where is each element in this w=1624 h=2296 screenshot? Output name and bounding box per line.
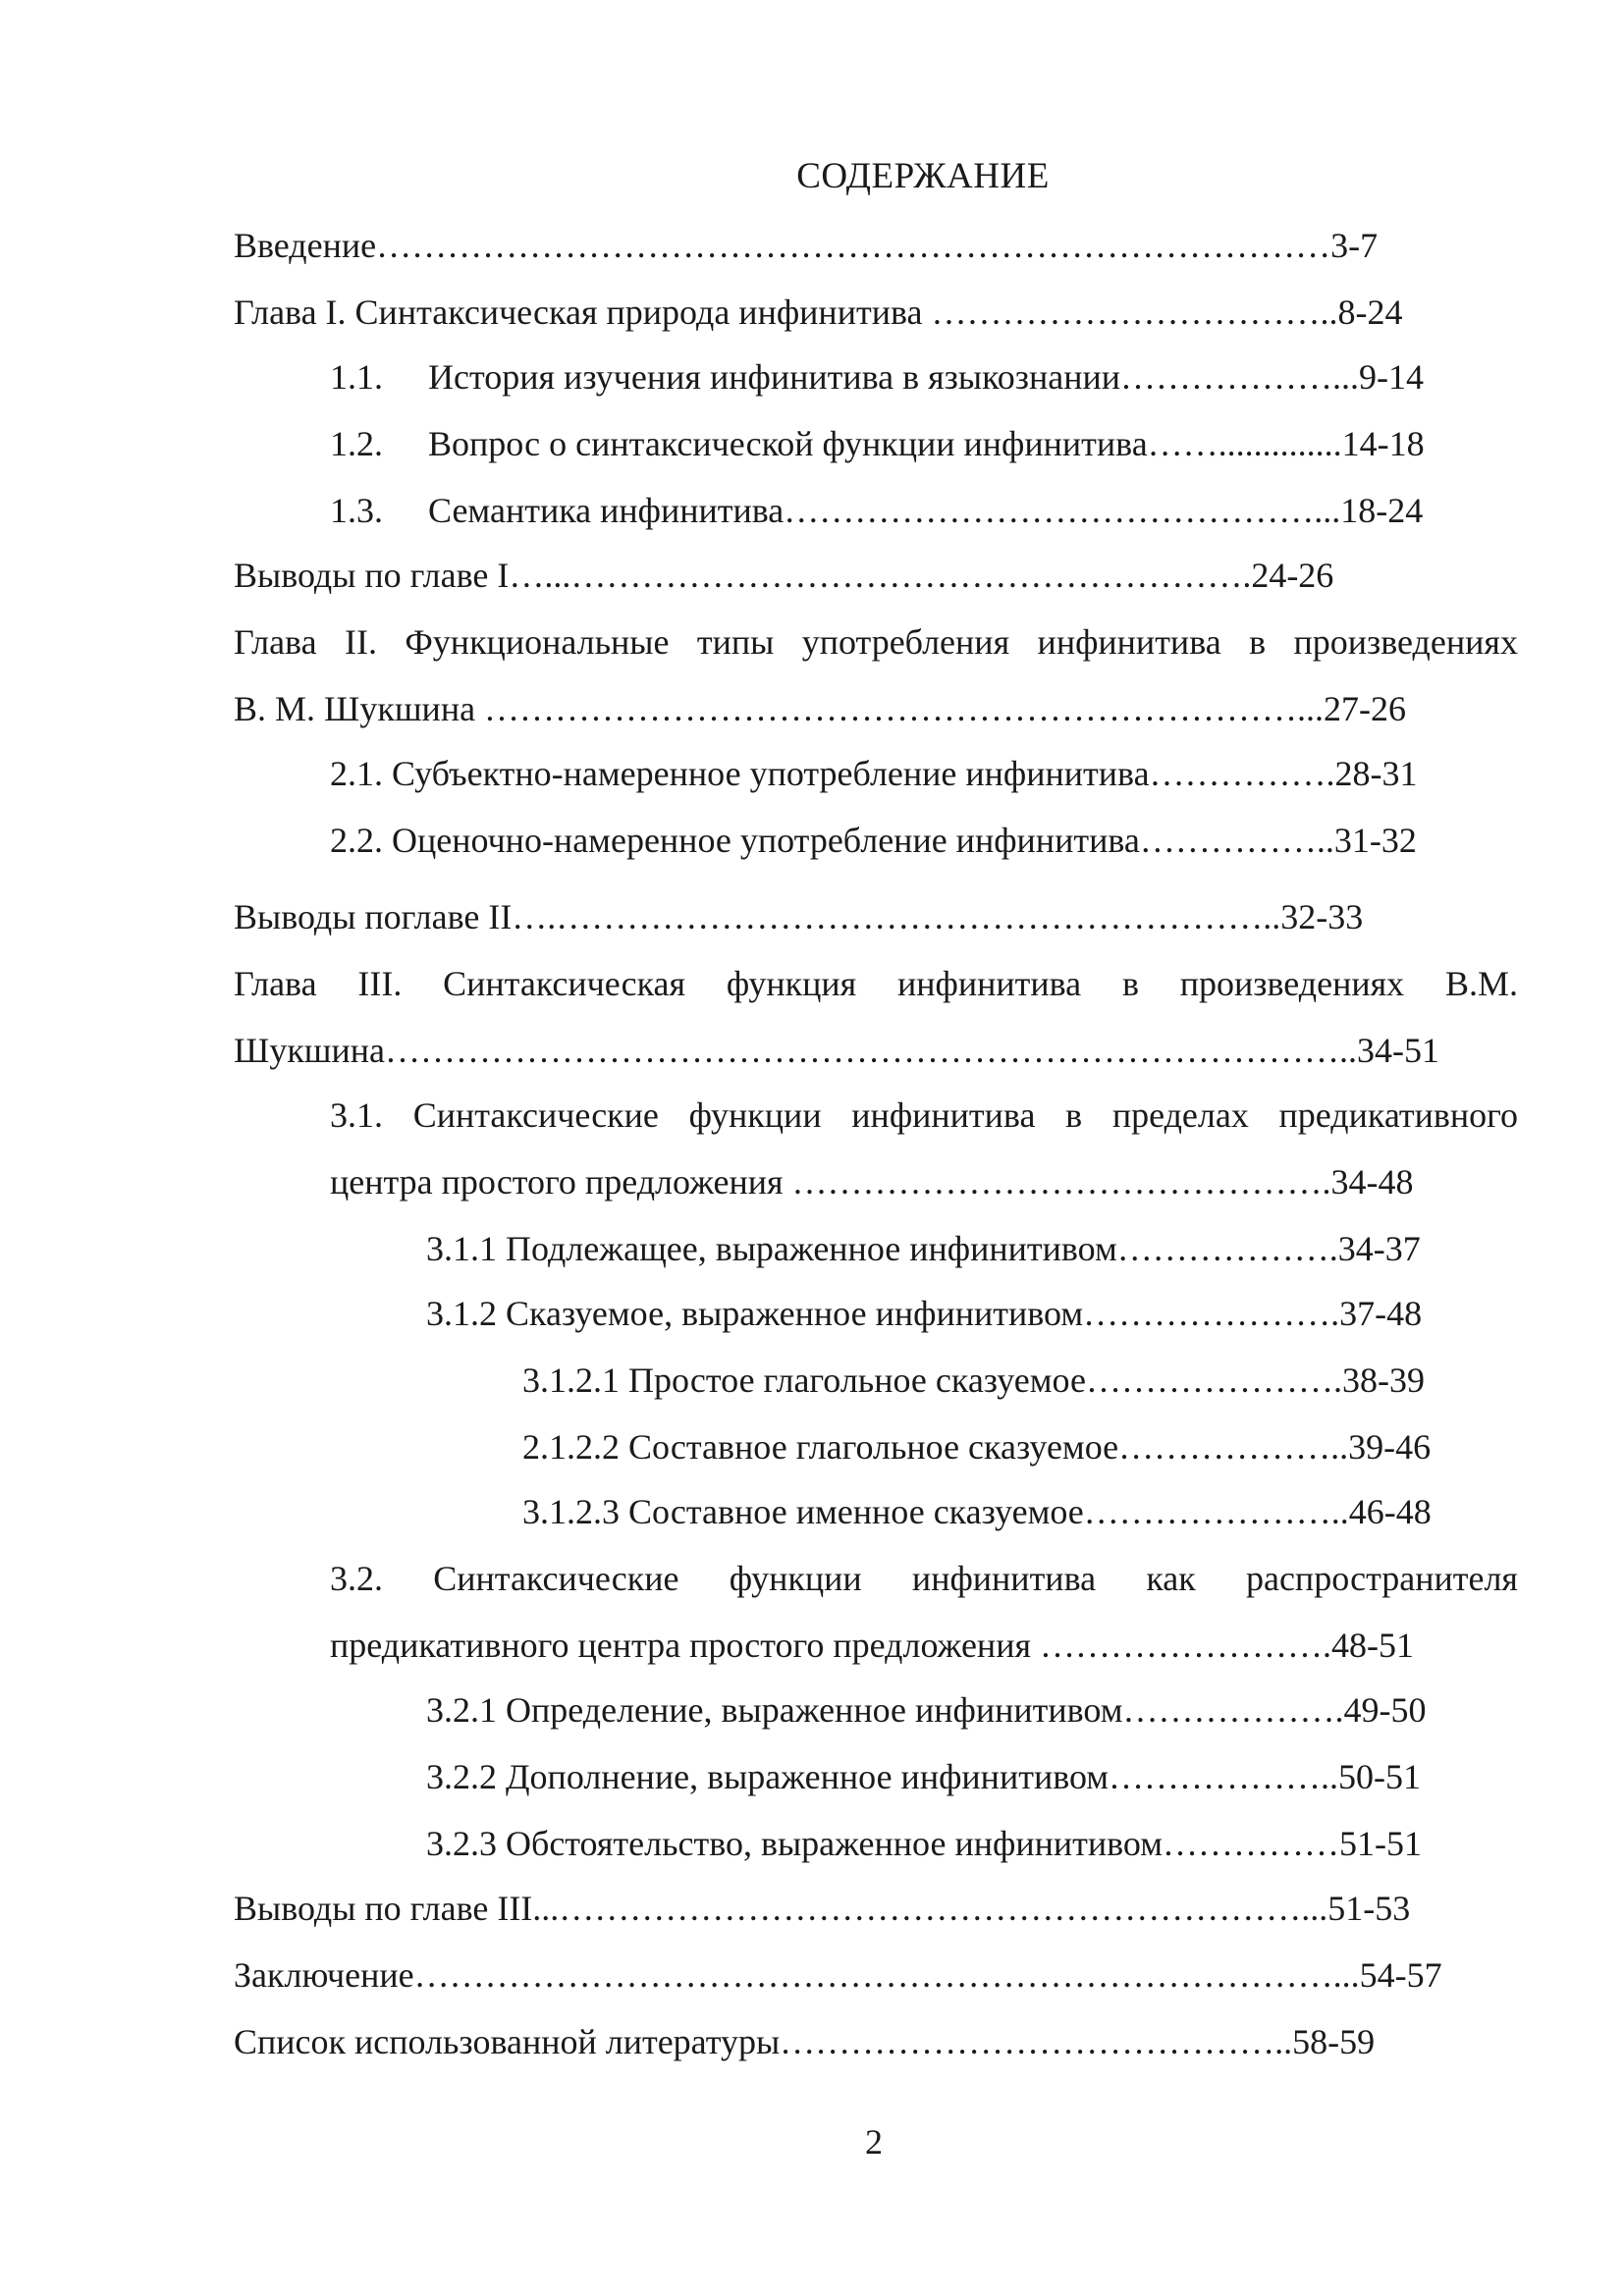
toc-word: функция [726, 964, 857, 1003]
toc-entry-number: 1.1. [330, 357, 383, 397]
toc-entry-3-1-2-1[interactable]: 3.1.2.1 Простое глагольное сказуемое………………….38-39 [522, 1361, 1425, 1400]
page-number: 2 [865, 2122, 883, 2162]
toc-entry-text: История изучения инфинитива в языкознании………………...9-14 [428, 357, 1424, 397]
toc-entry-3-1-2-2[interactable]: 2.1.2.2 Составное глагольное сказуемое………………..39-46 [522, 1427, 1432, 1467]
toc-entry-chapter-3-cont[interactable]: Шукшина………………………………………………………………………..34-51 [234, 1031, 1440, 1070]
toc-word: функции [729, 1559, 862, 1598]
toc-word: произведениях [1293, 622, 1518, 662]
toc-word: II. [344, 622, 377, 662]
page-title: СОДЕРЖАНИЕ [796, 156, 1050, 196]
toc-entry-chapter-3[interactable] [234, 962, 1518, 1005]
toc-word: в [1065, 1095, 1083, 1135]
toc-word: функции [688, 1095, 822, 1135]
toc-word: в [1249, 622, 1267, 662]
toc-entry-chapter-2-cont[interactable]: В. М. Шукшина ……………………………………………………………...27-26 [234, 689, 1407, 728]
toc-entry-3-2-3[interactable]: 3.2.3 Обстоятельство, выраженное инфинитивом……………51-51 [426, 1824, 1422, 1863]
toc-entry-1-1[interactable] [330, 355, 1518, 399]
toc-word: предикативного [1278, 1095, 1518, 1135]
toc-word: типы [696, 622, 775, 662]
toc-entry-3-2[interactable] [330, 1557, 1518, 1600]
toc-entry-3-2-cont[interactable]: предикативного центра простого предложения …………………….48-51 [330, 1626, 1415, 1665]
toc-entry-1-3[interactable] [330, 489, 1518, 532]
toc-entry-conclusion[interactable]: Заключение……………………………………………………………………...54-57 [234, 1955, 1442, 1995]
toc-entry-number: 1.3. [330, 491, 383, 530]
toc-word: инфинитива [851, 1095, 1036, 1135]
toc-word: Синтаксическая [443, 964, 686, 1003]
toc-entry-3-1-2[interactable]: 3.1.2 Сказуемое, выраженное инфинитивом………………….37-48 [426, 1294, 1423, 1333]
toc-word: распространителя [1245, 1559, 1518, 1598]
toc-word: Синтаксические [412, 1095, 659, 1135]
toc-entry-chapter-1-conclusions[interactable]: Выводы по главе I…...………………………………………………….24-26 [234, 556, 1334, 595]
toc-entry-3-1-cont[interactable]: центра простого предложения ……………………………………….34-48 [330, 1162, 1414, 1201]
toc-entry-introduction[interactable]: Введение………………………………………………………………………3-7 [234, 226, 1379, 265]
toc-entry-chapter-3-conclusions[interactable]: Выводы по главе III...………………………………………………………...51-53 [234, 1889, 1411, 1928]
toc-word: Глава [234, 622, 317, 662]
toc-word: пределах [1111, 1095, 1249, 1135]
toc-word: Синтаксические [433, 1559, 679, 1598]
toc-word: Глава [234, 964, 317, 1003]
toc-entry-3-2-2[interactable]: 3.2.2 Дополнение, выраженное инфинитивом………………..50-51 [426, 1757, 1422, 1796]
toc-word: III. [357, 964, 403, 1003]
toc-entry-text: Семантика инфинитива………………………………………...18-24 [428, 491, 1424, 530]
toc-entry-3-1-1[interactable]: 3.1.1 Подлежащее, выраженное инфинитивом……………….34-37 [426, 1229, 1421, 1268]
toc-word: 3.2. [330, 1559, 383, 1598]
toc-entry-3-2-1[interactable]: 3.2.1 Определение, выраженное инфинитивом……………….49-50 [426, 1690, 1427, 1730]
toc-entry-references[interactable]: Список использованной литературы……………………………………..58-59 [234, 2022, 1376, 2061]
toc-entry-chapter-2-conclusions[interactable]: Выводы поглаве II….……………………………………………………..32-33 [234, 897, 1364, 936]
toc-word: В.М. [1444, 964, 1518, 1003]
toc-entry-chapter-2[interactable] [234, 620, 1518, 664]
toc-word: в [1121, 964, 1139, 1003]
toc-entry-chapter-1[interactable]: Глава I. Синтаксическая природа инфинитива ……………………………..8-24 [234, 293, 1403, 332]
toc-entry-2-2[interactable]: 2.2. Оценочно-намеренное употребление инфинитива……………..31-32 [330, 821, 1417, 860]
toc-entry-2-1[interactable]: 2.1. Субъектно-намеренное употребление инфинитива…………….28-31 [330, 754, 1418, 793]
toc-entry-text: Вопрос о синтаксической функции инфинитива……..............14-18 [428, 424, 1425, 463]
toc-entry-3-1-2-3[interactable]: 3.1.2.3 Составное именное сказуемое…………………..46-48 [522, 1492, 1432, 1531]
toc-entry-3-1[interactable] [330, 1094, 1518, 1137]
toc-word: как [1146, 1559, 1196, 1598]
toc-word: Функциональные [405, 622, 670, 662]
toc-word: инфинитива [911, 1559, 1097, 1598]
toc-word: инфинитива [896, 964, 1082, 1003]
toc-entry-1-2[interactable] [330, 422, 1518, 465]
toc-entry-number: 1.2. [330, 424, 383, 463]
toc-word: 3.1. [330, 1095, 383, 1135]
toc-word: инфинитива [1037, 622, 1221, 662]
toc-word: употребления [801, 622, 1010, 662]
toc-word: произведениях [1179, 964, 1405, 1003]
